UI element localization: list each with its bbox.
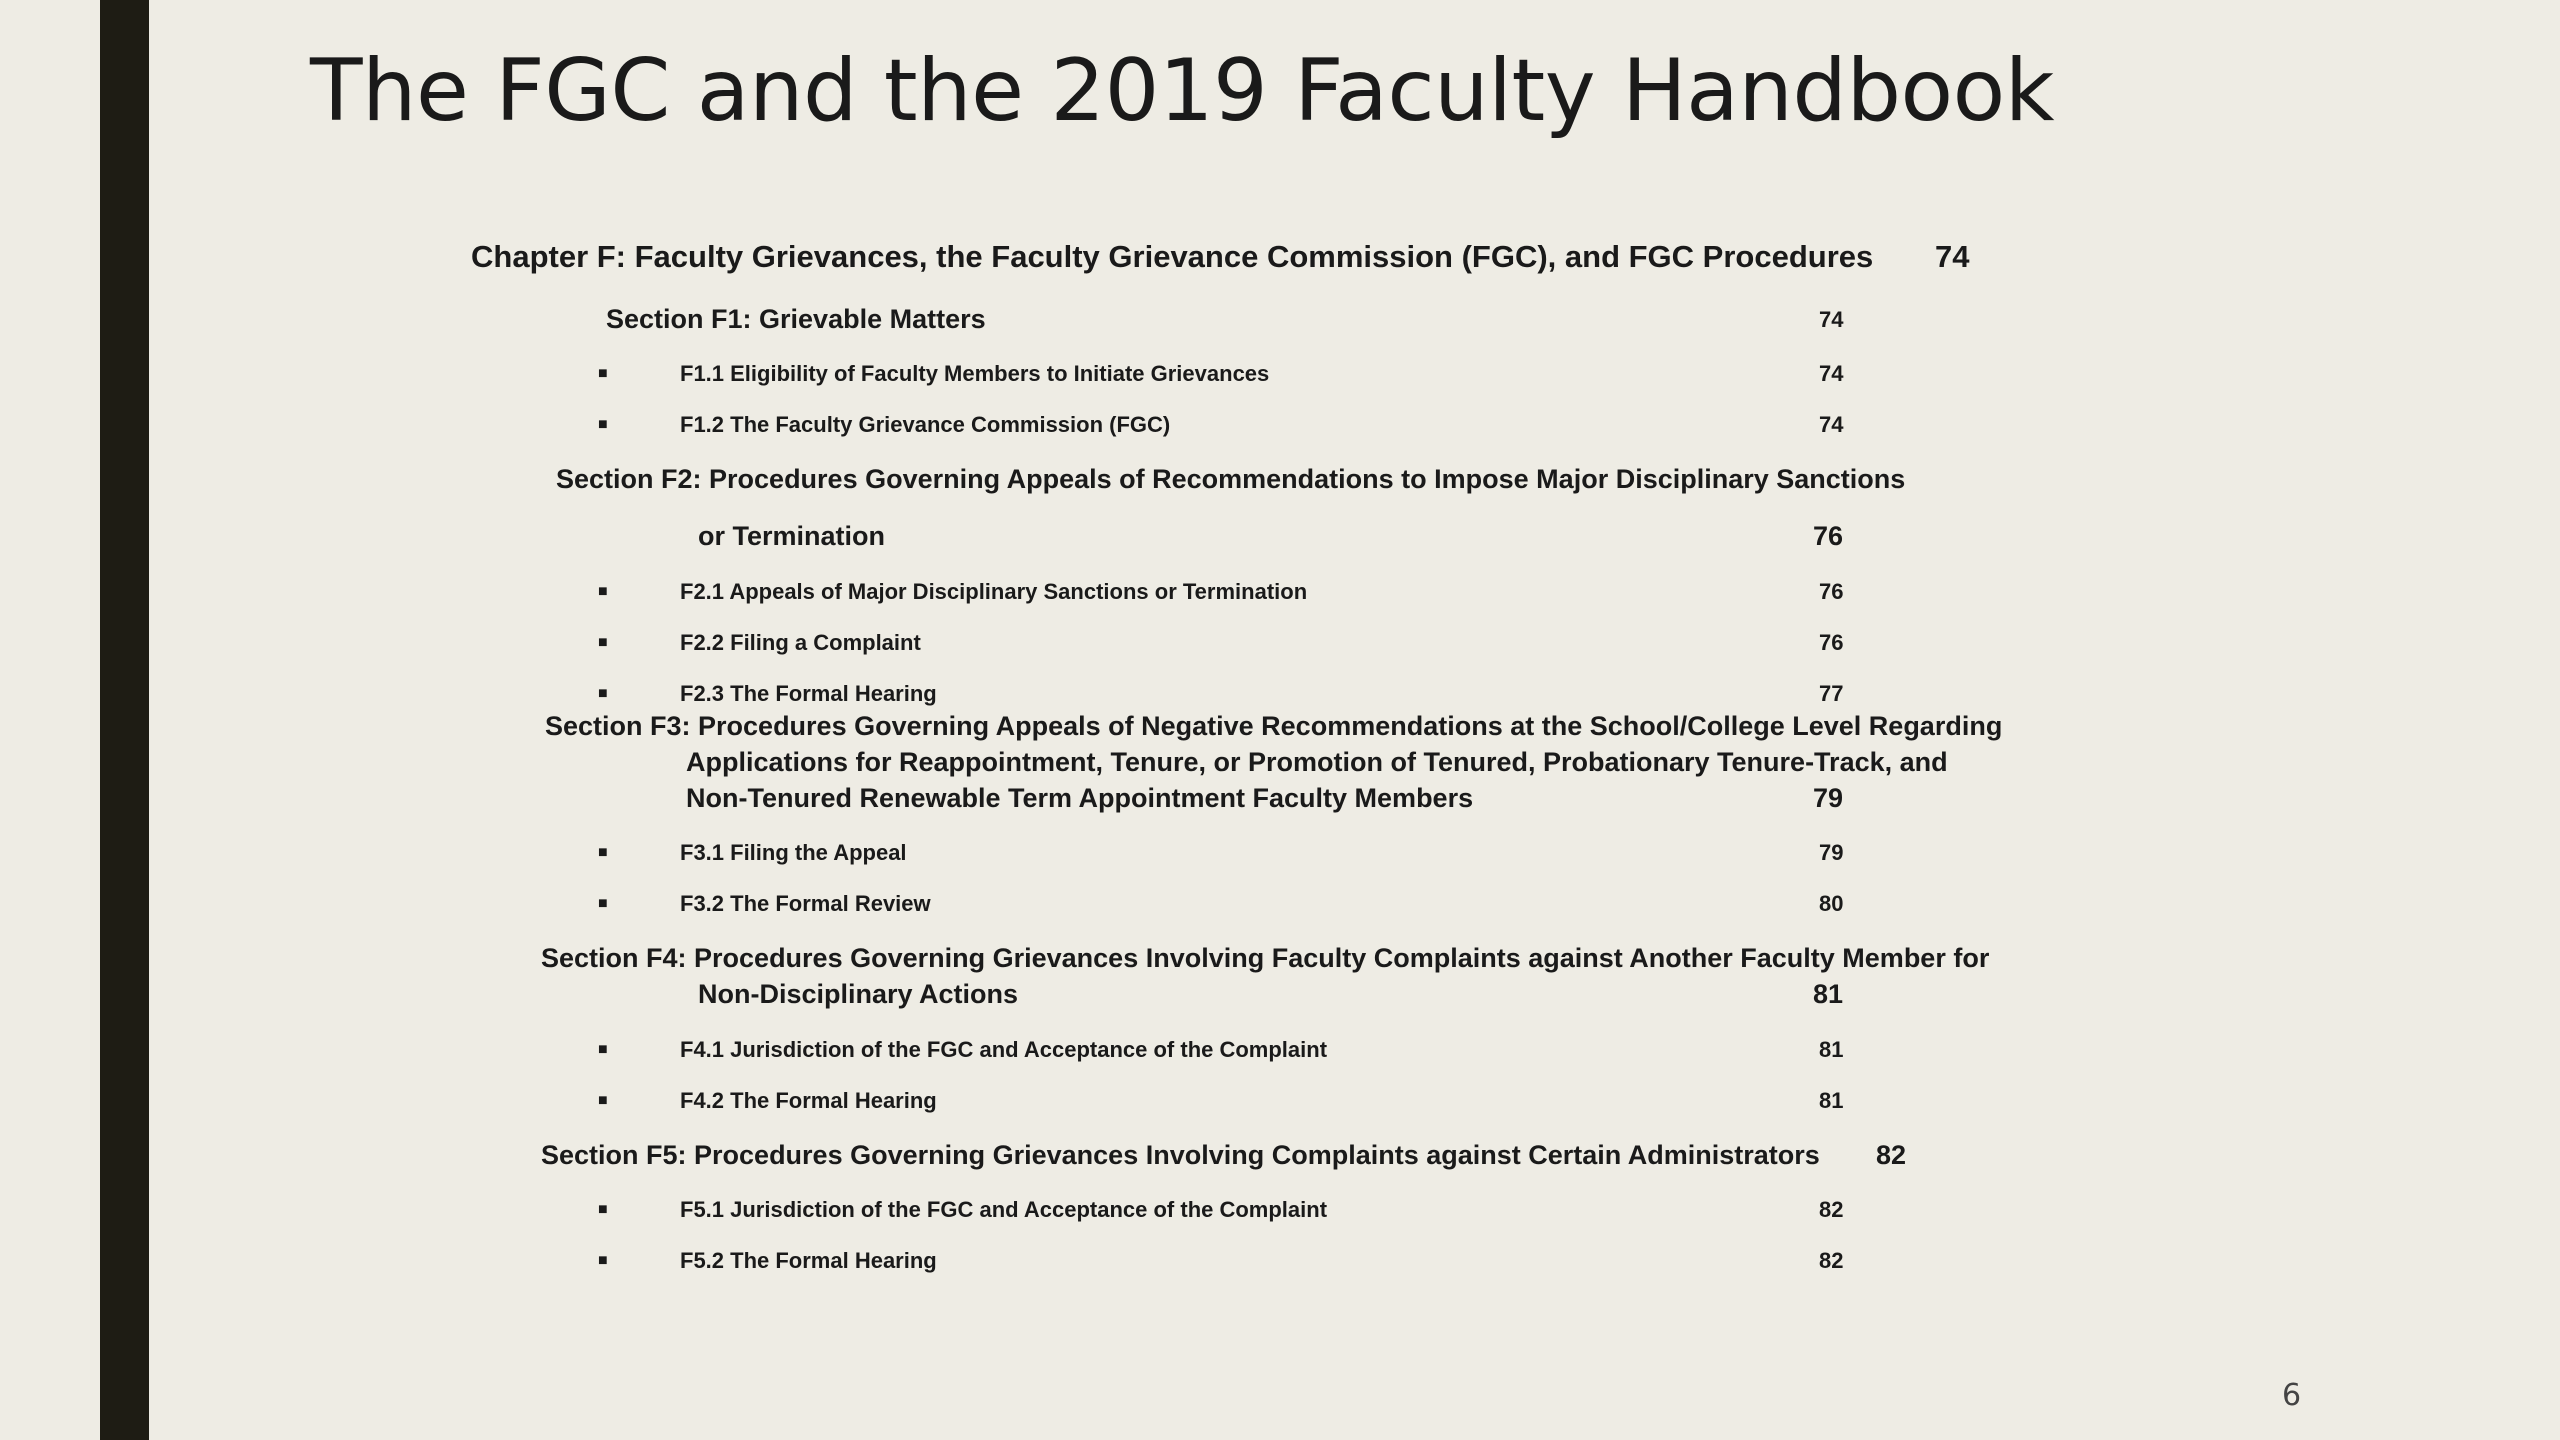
section-f3-title-line3: Non-Tenured Renewable Term Appointment Faculty Members [686, 783, 1474, 813]
toc-item-f5-1-page: 82 [1819, 1197, 1844, 1222]
section-f1-title: Section F1: Grievable Matters [606, 304, 986, 334]
chapter-f-title: Chapter F: Faculty Grievances, the Faculty Grievance Commission (FGC), and FGC Procedures [471, 239, 1874, 274]
bullet-icon: ■ [598, 365, 608, 382]
section-f2-title-line2: or Termination [698, 521, 886, 551]
section-f2-page: 76 [1813, 521, 1844, 551]
toc-item-f5-2-page: 82 [1819, 1248, 1844, 1273]
toc-item-f2-3-page: 77 [1819, 681, 1844, 706]
section-f5-page: 82 [1876, 1140, 1907, 1170]
bullet-icon: ■ [598, 685, 608, 702]
section-f2-title-line1: Section F2: Procedures Governing Appeals of Recommendations to Impose Major Disciplinary Sanctions [556, 464, 1906, 494]
section-f4-title-line2: Non-Disciplinary Actions [698, 979, 1019, 1009]
toc-item-f2-2-page: 76 [1819, 630, 1844, 655]
section-f5-title: Section F5: Procedures Governing Grievances Involving Complaints against Certain Administrators [541, 1140, 1820, 1170]
bullet-icon: ■ [598, 416, 608, 433]
toc-item-f2-1-page: 76 [1819, 579, 1844, 604]
toc-item-f5-2: F5.2 The Formal Hearing [680, 1248, 937, 1273]
slide-title: The FGC and the 2019 Faculty Handbook [310, 41, 2055, 141]
bullet-icon: ■ [598, 583, 608, 600]
section-f3-title-line2: Applications for Reappointment, Tenure, or Promotion of Tenured, Probationary Tenure-Track, and [686, 747, 1948, 777]
toc-item-f4-1: F4.1 Jurisdiction of the FGC and Acceptance of the Complaint [680, 1037, 1328, 1062]
toc-item-f2-3: F2.3 The Formal Hearing [680, 681, 937, 706]
bullet-icon: ■ [598, 1041, 608, 1058]
toc-item-f3-2: F3.2 The Formal Review [680, 891, 931, 916]
toc-item-f4-2: F4.2 The Formal Hearing [680, 1088, 937, 1113]
bullet-icon: ■ [598, 1092, 608, 1109]
toc-item-f2-2: F2.2 Filing a Complaint [680, 630, 921, 655]
toc-item-f1-1: F1.1 Eligibility of Faculty Members to Initiate Grievances [680, 361, 1270, 386]
toc-item-f1-2: F1.2 The Faculty Grievance Commission (FGC) [680, 412, 1171, 437]
accent-side-bar [100, 0, 149, 1440]
toc-item-f1-2-page: 74 [1819, 412, 1844, 437]
toc-item-f3-2-page: 80 [1819, 891, 1844, 916]
bullet-icon: ■ [598, 634, 608, 651]
chapter-f-page: 74 [1935, 239, 1970, 274]
section-f4-page: 81 [1813, 979, 1844, 1009]
bullet-icon: ■ [598, 895, 608, 912]
section-f4-title-line1: Section F4: Procedures Governing Grievances Involving Faculty Complaints against Another Faculty Member for [541, 943, 1990, 973]
bullet-icon: ■ [598, 844, 608, 861]
section-f3-title-line1: Section F3: Procedures Governing Appeals of Negative Recommendations at the School/College Level Regarding [545, 711, 2003, 741]
slide-number: 6 [2282, 1378, 2302, 1413]
toc-item-f1-1-page: 74 [1819, 361, 1844, 386]
toc-item-f2-1: F2.1 Appeals of Major Disciplinary Sanctions or Termination [680, 579, 1308, 604]
toc-item-f3-1-page: 79 [1819, 840, 1844, 865]
toc-item-f5-1: F5.1 Jurisdiction of the FGC and Acceptance of the Complaint [680, 1197, 1328, 1222]
toc-item-f4-2-page: 81 [1819, 1088, 1844, 1113]
section-f1-page: 74 [1819, 307, 1844, 332]
toc-item-f3-1: F3.1 Filing the Appeal [680, 840, 907, 865]
section-f3-page: 79 [1813, 783, 1844, 813]
bullet-icon: ■ [598, 1252, 608, 1269]
bullet-icon: ■ [598, 1201, 608, 1218]
toc-item-f4-1-page: 81 [1819, 1037, 1844, 1062]
